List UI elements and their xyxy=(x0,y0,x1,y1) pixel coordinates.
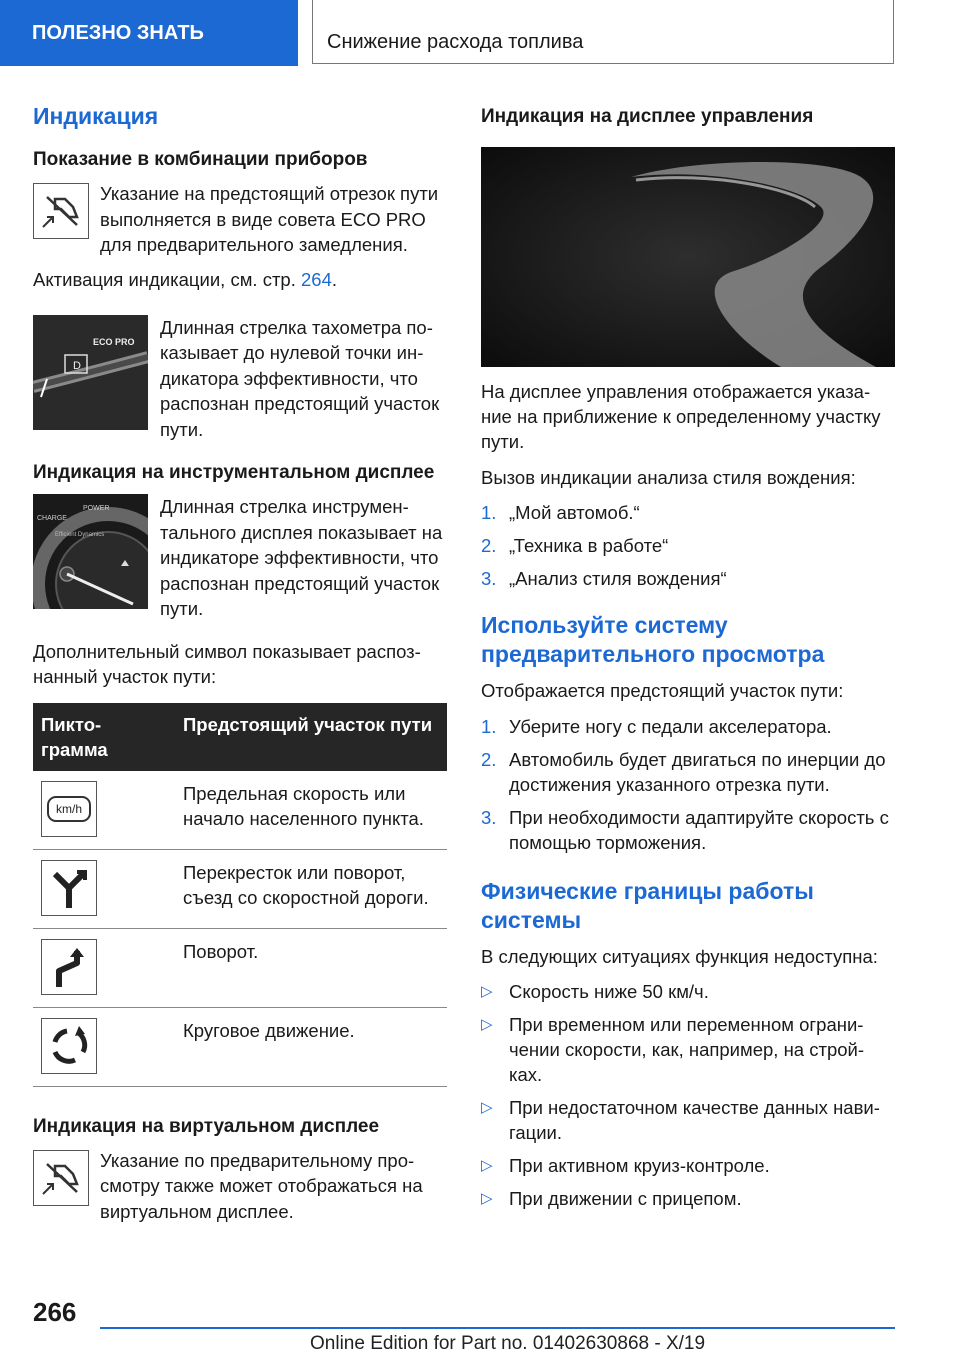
control-text: На дисплее управления отображается указа-ние на приближение к определенному участку пути. xyxy=(481,381,881,452)
list-item: 2. „Техника в работе“ xyxy=(481,535,669,556)
limit-text: Скорость ниже 50 км/ч. xyxy=(509,981,709,1002)
list-item: 3. „Анализ стиля вождения“ xyxy=(481,568,727,589)
table-row xyxy=(33,1007,447,1086)
cluster-figure xyxy=(33,181,447,258)
list-item: 1. Уберите ногу с педали акселератора. xyxy=(481,716,832,737)
menu-path-item: „Анализ стиля вождения“ xyxy=(509,568,727,589)
list-item: 3. При необходимости адаптируйте скорость с помощью торможения. xyxy=(481,805,895,855)
table-row xyxy=(33,928,447,1007)
edition-text: Online Edition for Part no. 01402630868 - X/19 xyxy=(310,1333,706,1354)
heading-cluster: Показание в комбинации приборов xyxy=(33,149,368,170)
heading-instrument-display: Индикация на инструментальном дисплее xyxy=(33,462,435,483)
table-header-pictogram: Пикто-грамма xyxy=(33,703,175,771)
table-icon-cell xyxy=(33,771,175,850)
turn-icon xyxy=(41,939,97,995)
topic-header: Снижение расхода топлива xyxy=(312,0,894,64)
table-icon-cell xyxy=(33,849,175,928)
table-header-section: Предстоящий участок пути xyxy=(175,703,447,771)
table-text-cell: Перекресток или поворот, съезд со скоростной дороги. xyxy=(175,849,447,928)
tachometer-image xyxy=(33,315,148,430)
table-text-cell: Предельная скорость или начало населенного пункта. xyxy=(175,771,447,850)
heading-control-display: Индикация на дисплее управления xyxy=(481,106,814,127)
pictogram-table xyxy=(33,703,447,1087)
limit-text: При активном круиз-контроле. xyxy=(509,1155,770,1176)
tacho-text: Длинная стрелка тахометра по-казывает до нулевой точки ин-дикатора эффективности, что распознан предстоящий участок пути. xyxy=(160,316,440,440)
limit-text: При движении с прицепом. xyxy=(509,1188,742,1209)
limits-text: В следующих ситуациях функция недоступна: xyxy=(481,946,878,967)
bullet-triangle-icon: ▷ xyxy=(481,1099,493,1116)
section-tab: ПОЛЕЗНО ЗНАТЬ xyxy=(0,0,298,66)
cluster-text: Указание на предстоящий отрезок пути выполняется в виде совета ECO PRO для предварительного замедления. xyxy=(100,183,439,255)
limit-text: При недостаточном качестве данных нави-гации. xyxy=(509,1097,880,1143)
list-item xyxy=(481,1012,895,1087)
eco-pro-label: ECO PRO xyxy=(93,336,135,347)
step-text: Автомобиль будет двигаться по инерции до достижения указанного отрезка пути. xyxy=(509,749,886,795)
heading-limits: Физические границы работы системы xyxy=(481,878,814,933)
step-text: При необходимости адаптируйте скорость с помощью торможения. xyxy=(509,807,889,853)
table-icon-cell xyxy=(33,1007,175,1086)
left-column xyxy=(33,100,447,1224)
tacho-figure xyxy=(33,315,447,443)
list-item xyxy=(481,1186,895,1211)
limit-text: При временном или переменном ограни-чении скорости, как, например, на строй-ках. xyxy=(509,1014,865,1085)
bullet-triangle-icon: ▷ xyxy=(481,1190,493,1207)
instrument-text: Длинная стрелка инструмен-тального дисплея показывает на индикаторе эффективности, что распознан предстоящий участок пути. xyxy=(160,496,443,619)
virtual-figure xyxy=(33,1148,447,1225)
list-item: 2. Автомобиль будет двигаться по инерции до достижения указанного отрезка пути. xyxy=(481,747,895,797)
activation-paragraph xyxy=(33,267,447,292)
step-text: Уберите ногу с педали акселератора. xyxy=(509,716,832,737)
bullet-triangle-icon: ▷ xyxy=(481,1157,493,1174)
table-row xyxy=(33,849,447,928)
instrument-display-image xyxy=(33,494,148,609)
control-display-road-image xyxy=(481,147,895,367)
right-column xyxy=(481,100,895,1211)
activation-end: . xyxy=(331,268,338,290)
heading-use-system: Используйте систему предварительного просмотра xyxy=(481,612,825,667)
table-text-cell: Круговое движение. xyxy=(175,1007,447,1086)
coasting-foot-icon xyxy=(33,1150,89,1206)
roundabout-icon xyxy=(41,1018,97,1074)
kmh-label: km/h xyxy=(55,801,83,816)
efficient-dynamics-label: Efficient Dynamics xyxy=(55,532,105,538)
table-icon-cell xyxy=(33,928,175,1007)
page-number: 266 xyxy=(33,1297,77,1327)
list-item xyxy=(481,979,895,1004)
call-text: Вызов индикации анализа стиля вождения: xyxy=(481,467,856,488)
table-text-cell: Поворот. xyxy=(175,928,447,1007)
list-item xyxy=(481,1153,895,1178)
menu-path-item: „Техника в работе“ xyxy=(509,535,669,556)
table-row xyxy=(33,771,447,850)
instrument-figure xyxy=(33,494,447,622)
call-steps-list xyxy=(481,500,895,591)
charge-label: CHARGE xyxy=(37,515,67,522)
activation-text: Активация индикации, см. стр. xyxy=(33,268,301,290)
coasting-foot-icon xyxy=(33,183,89,239)
limits-list xyxy=(481,979,895,1211)
bullet-triangle-icon: ▷ xyxy=(481,1016,493,1033)
bullet-triangle-icon: ▷ xyxy=(481,983,493,1000)
page-link[interactable]: 264 xyxy=(301,268,332,290)
extra-symbol-text: Дополнительный символ показывает распоз-нанный участок пути: xyxy=(33,640,421,687)
virtual-text: Указание по предварительному про-смотру также может отображаться на виртуальном дисплее. xyxy=(100,1149,423,1222)
junction-icon xyxy=(41,860,97,916)
use-text: Отображается предстоящий участок пути: xyxy=(481,680,844,701)
list-item xyxy=(481,1095,895,1145)
power-label: POWER xyxy=(83,505,110,512)
menu-path-item: „Мой автомоб.“ xyxy=(509,502,640,523)
gear-indicator: D xyxy=(73,359,81,372)
heading-indication: Индикация xyxy=(33,103,159,129)
list-item: 1. „Мой автомоб.“ xyxy=(481,502,640,523)
use-steps-list xyxy=(481,714,895,855)
footer-divider xyxy=(100,1327,895,1329)
speed-limit-kmh-icon xyxy=(41,781,97,837)
heading-virtual-display: Индикация на виртуальном дисплее xyxy=(33,1115,380,1137)
